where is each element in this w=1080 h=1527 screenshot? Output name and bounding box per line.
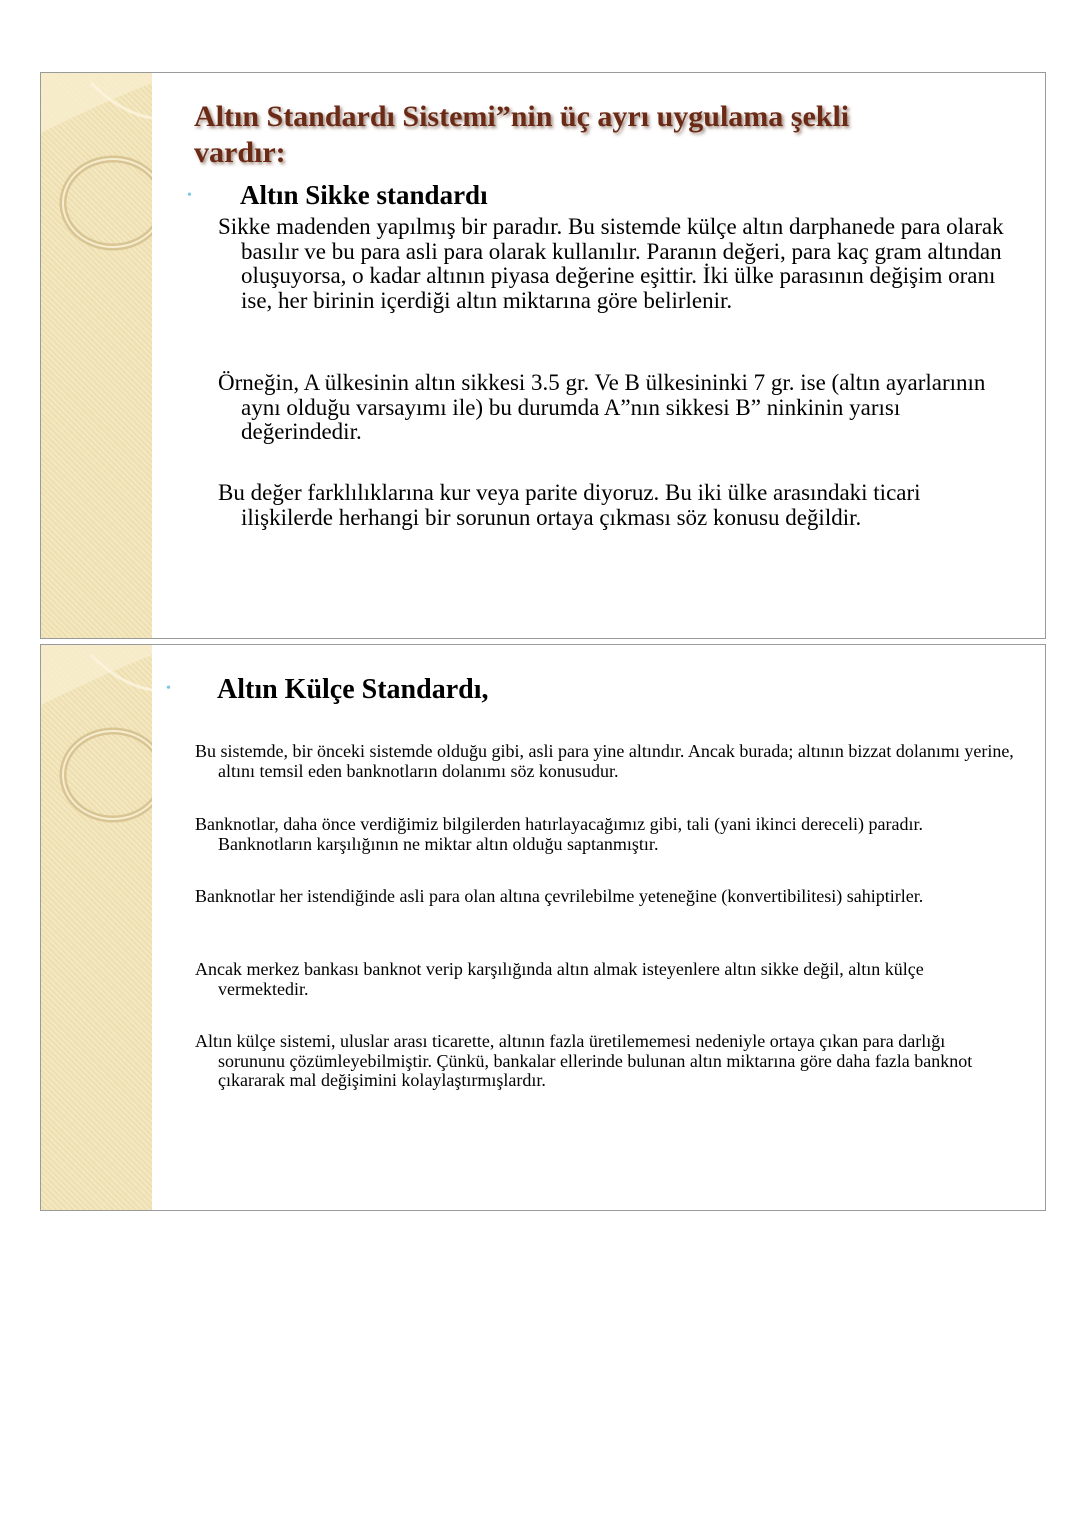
- paragraph: Banknotlar, daha önce verdiğimiz bilgilerden hatırlayacağımız gibi, tali (yani ikinci dereceli) paradır. Banknotların karşılığının ne miktar altın olduğu saptanmıştır.: [195, 814, 923, 854]
- slide-title: Altın Standardı Sistemi”nin üç ayrı uygulama şekli vardır:: [194, 100, 850, 169]
- slide-1: [40, 72, 1046, 639]
- paragraph: Bu değer farklılıklarına kur veya parite diyoruz. Bu iki ülke arasındaki ticari ilişkilerde herhangi bir sorunun ortaya çıkması söz konusu değildir.: [218, 480, 921, 530]
- slide-decoration-panel: [41, 73, 152, 638]
- section-heading: Altın Sikke standardı: [240, 180, 488, 210]
- paragraph: Ancak merkez bankası banknot verip karşılığında altın almak isteyenlere altın sikke değil, altın külçe vermektedir.: [195, 959, 924, 999]
- ring-decoration-icon: [41, 73, 152, 273]
- paragraph: Örneğin, A ülkesinin altın sikkesi 3.5 gr. Ve B ülkesininki 7 gr. ise (altın ayarlarının aynı olduğu varsayımı ile) bu durumda A”nın sikkesi B” ninkinin yarısı değerindedir.: [218, 370, 986, 444]
- bullet-marker: •: [166, 681, 171, 696]
- paragraph: Altın külçe sistemi, uluslar arası ticarette, altının fazla üretilememesi nedeniyle ortaya çıkan para darlığı sorununu çözümleyebilmiştir. Çünkü, bankalar ellerinde bulunan altın miktarına göre daha fazla banknot çıkararak mal değişimini kolaylaştırmışlardır.: [195, 1031, 973, 1090]
- section-heading: Altın Külçe Standardı,: [217, 674, 489, 705]
- slide-decoration-panel: [41, 645, 152, 1210]
- paragraph: Sikke madenden yapılmış bir paradır. Bu sistemde külçe altın darphanede para olarak basılır ve bu para asli para olarak kullanılır. Paranın değeri, para kaç gram altından oluşuyorsa, o kadar altının piyasa değerine eşittir. İki ülke parasının değişim oranı ise, her birinin içerdiği altın miktarına göre belirlenir.: [218, 214, 1004, 313]
- ring-decoration-icon: [41, 645, 152, 845]
- paragraph: Banknotlar her istendiğinde asli para olan altına çevrilebilme yeteneğine (konvertibilitesi) sahiptirler.: [195, 886, 924, 906]
- slide-2: [40, 644, 1046, 1211]
- paragraph: Bu sistemde, bir önceki sistemde olduğu gibi, asli para yine altındır. Ancak burada; altının bizzat dolanımı yerine, altını temsil eden banknotların dolanımı söz konusudur.: [195, 741, 1014, 781]
- bullet-marker: •: [187, 188, 192, 203]
